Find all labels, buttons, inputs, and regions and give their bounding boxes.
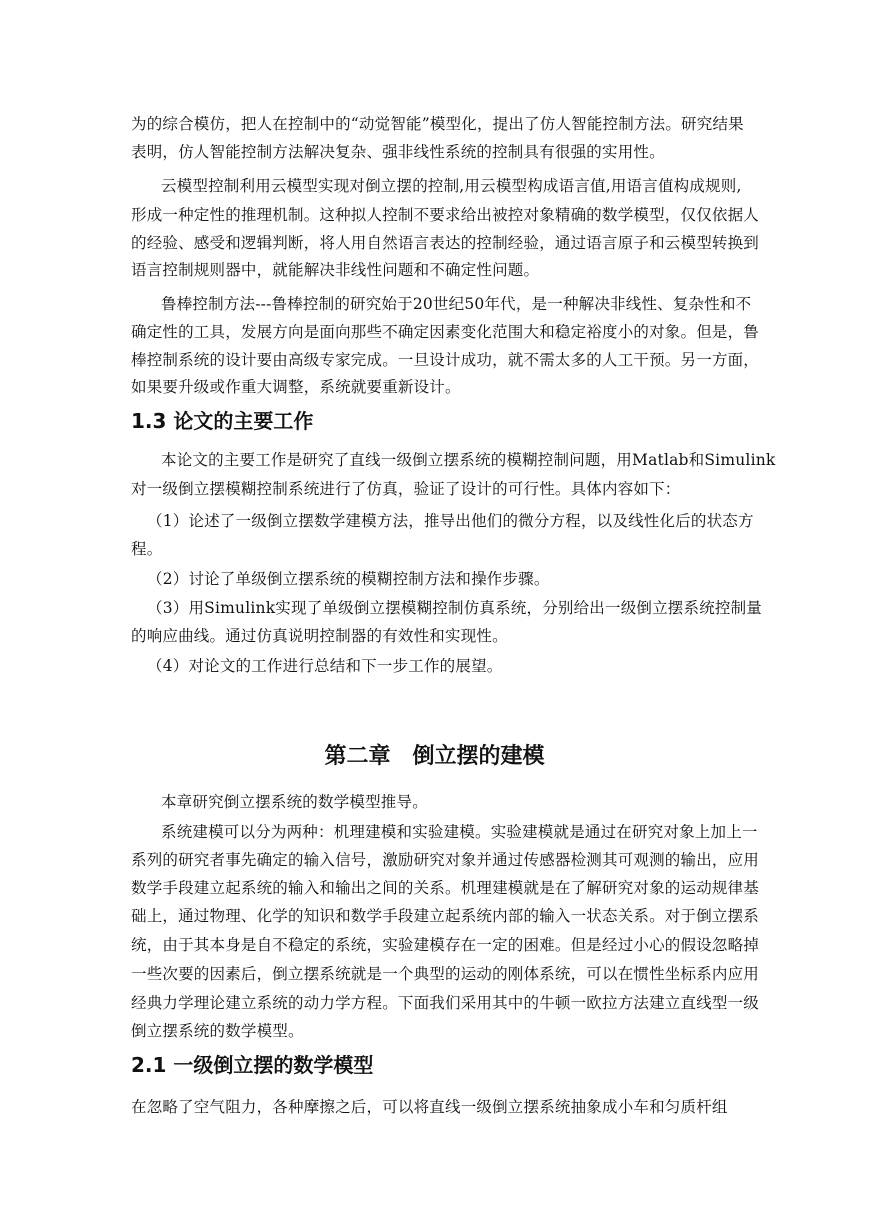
paragraph-line: 一些次要的因素后，倒立摆系统就是一个典型的运动的刚体系统，可以在惯性坐标系内应用 [131, 965, 760, 983]
section-heading-1-3: 1.3 论文的主要工作 [131, 409, 314, 433]
paragraph-line: 本论文的主要工作是研究了直线一级倒立摆系统的模糊控制问题，用Matlab和Simulink [161, 451, 776, 469]
paragraph-line: 本章研究倒立摆系统的数学模型推导。 [161, 793, 428, 811]
paragraph-line: 为的综合模仿，把人在控制中的“动觉智能”模型化，提出了仿人智能控制方法。研究结果 [131, 115, 744, 133]
paragraph-line: 形成一种定性的推理机制。这种拟人控制不要求给出被控对象精确的数学模型，仅仅依据人 [131, 206, 760, 224]
chapter-number: 第二章 [324, 744, 391, 769]
paragraph-line: 程。 [131, 540, 163, 558]
paragraph-line: 础上，通过物理、化学的知识和数学手段建立起系统内部的输入一状态关系。对于倒立摆系 [131, 907, 760, 925]
paragraph-line: 确定性的工具，发展方向是面向那些不确定因素变化范围大和稳定裕度小的对象。但是，鲁 [131, 323, 760, 341]
paragraph-line: 经典力学理论建立系统的动力学方程。下面我们采用其中的牛顿一欧拉方法建立直线型一级 [131, 994, 760, 1012]
list-item: （4）对论文的工作进行总结和下一步工作的展望。 [147, 657, 503, 675]
list-item: （3）用Simulink实现了单级倒立摆模糊控制仿真系统，分别给出一级倒立摆系统控制量 [147, 599, 763, 617]
paragraph-line: 的经验、感受和逻辑判断，将人用自然语言表达的控制经验，通过语言原子和云模型转换到 [131, 234, 760, 252]
paragraph-line: 鲁棒控制方法---鲁棒控制的研究始于20世纪50年代，是一种解决非线性、复杂性和不 [161, 295, 752, 313]
section-heading-2-1: 2.1 一级倒立摆的数学模型 [131, 1053, 374, 1077]
paragraph-line: 的响应曲线。通过仿真说明控制器的有效性和实现性。 [131, 627, 508, 645]
chapter-title: 倒立摆的建模 [412, 744, 545, 769]
paragraph-line: 系统建模可以分为两种：机理建模和实验建模。实验建模就是通过在研究对象上加上一 [161, 823, 758, 841]
list-item: （2）讨论了单级倒立摆系统的模糊控制方法和操作步骤。 [147, 570, 550, 588]
paragraph-line: 系列的研究者事先确定的输入信号，激励研究对象并通过传感器检测其可观测的输出，应用 [131, 851, 760, 869]
paragraph-line: 表明，仿人智能控制方法解决复杂、强非线性系统的控制具有很强的实用性。 [131, 143, 665, 161]
paragraph-line: 统，由于其本身是自不稳定的系统，实验建模存在一定的困难。但是经过小心的假设忽略掉 [131, 936, 760, 954]
paragraph-line: 对一级倒立摆模糊控制系统进行了仿真，验证了设计的可行性。具体内容如下： [131, 480, 681, 498]
chapter-heading [0, 744, 869, 770]
paragraph-line: 如果要升级或作重大调整，系统就要重新设计。 [131, 378, 461, 396]
paragraph-line: 语言控制规则器中，就能解决非线性问题和不确定性问题。 [131, 261, 540, 279]
paragraph-line: 数学手段建立起系统的输入和输出之间的关系。机理建模就是在了解研究对象的运动规律基 [131, 879, 760, 897]
paragraph-line: 在忽略了空气阻力，各种摩擦之后，可以将直线一级倒立摆系统抽象成小车和匀质杆组 [131, 1098, 728, 1116]
list-item: （1）论述了一级倒立摆数学建模方法，推导出他们的微分方程，以及线性化后的状态方 [147, 512, 754, 530]
paragraph-line: 倒立摆系统的数学模型。 [131, 1022, 304, 1040]
paragraph-line: 棒控制系统的设计要由高级专家完成。一旦设计成功，就不需太多的人工干预。另一方面， [131, 351, 760, 369]
paragraph-line: 云模型控制利用云模型实现对倒立摆的控制,用云模型构成语言值,用语言值构成规则, [161, 177, 742, 195]
